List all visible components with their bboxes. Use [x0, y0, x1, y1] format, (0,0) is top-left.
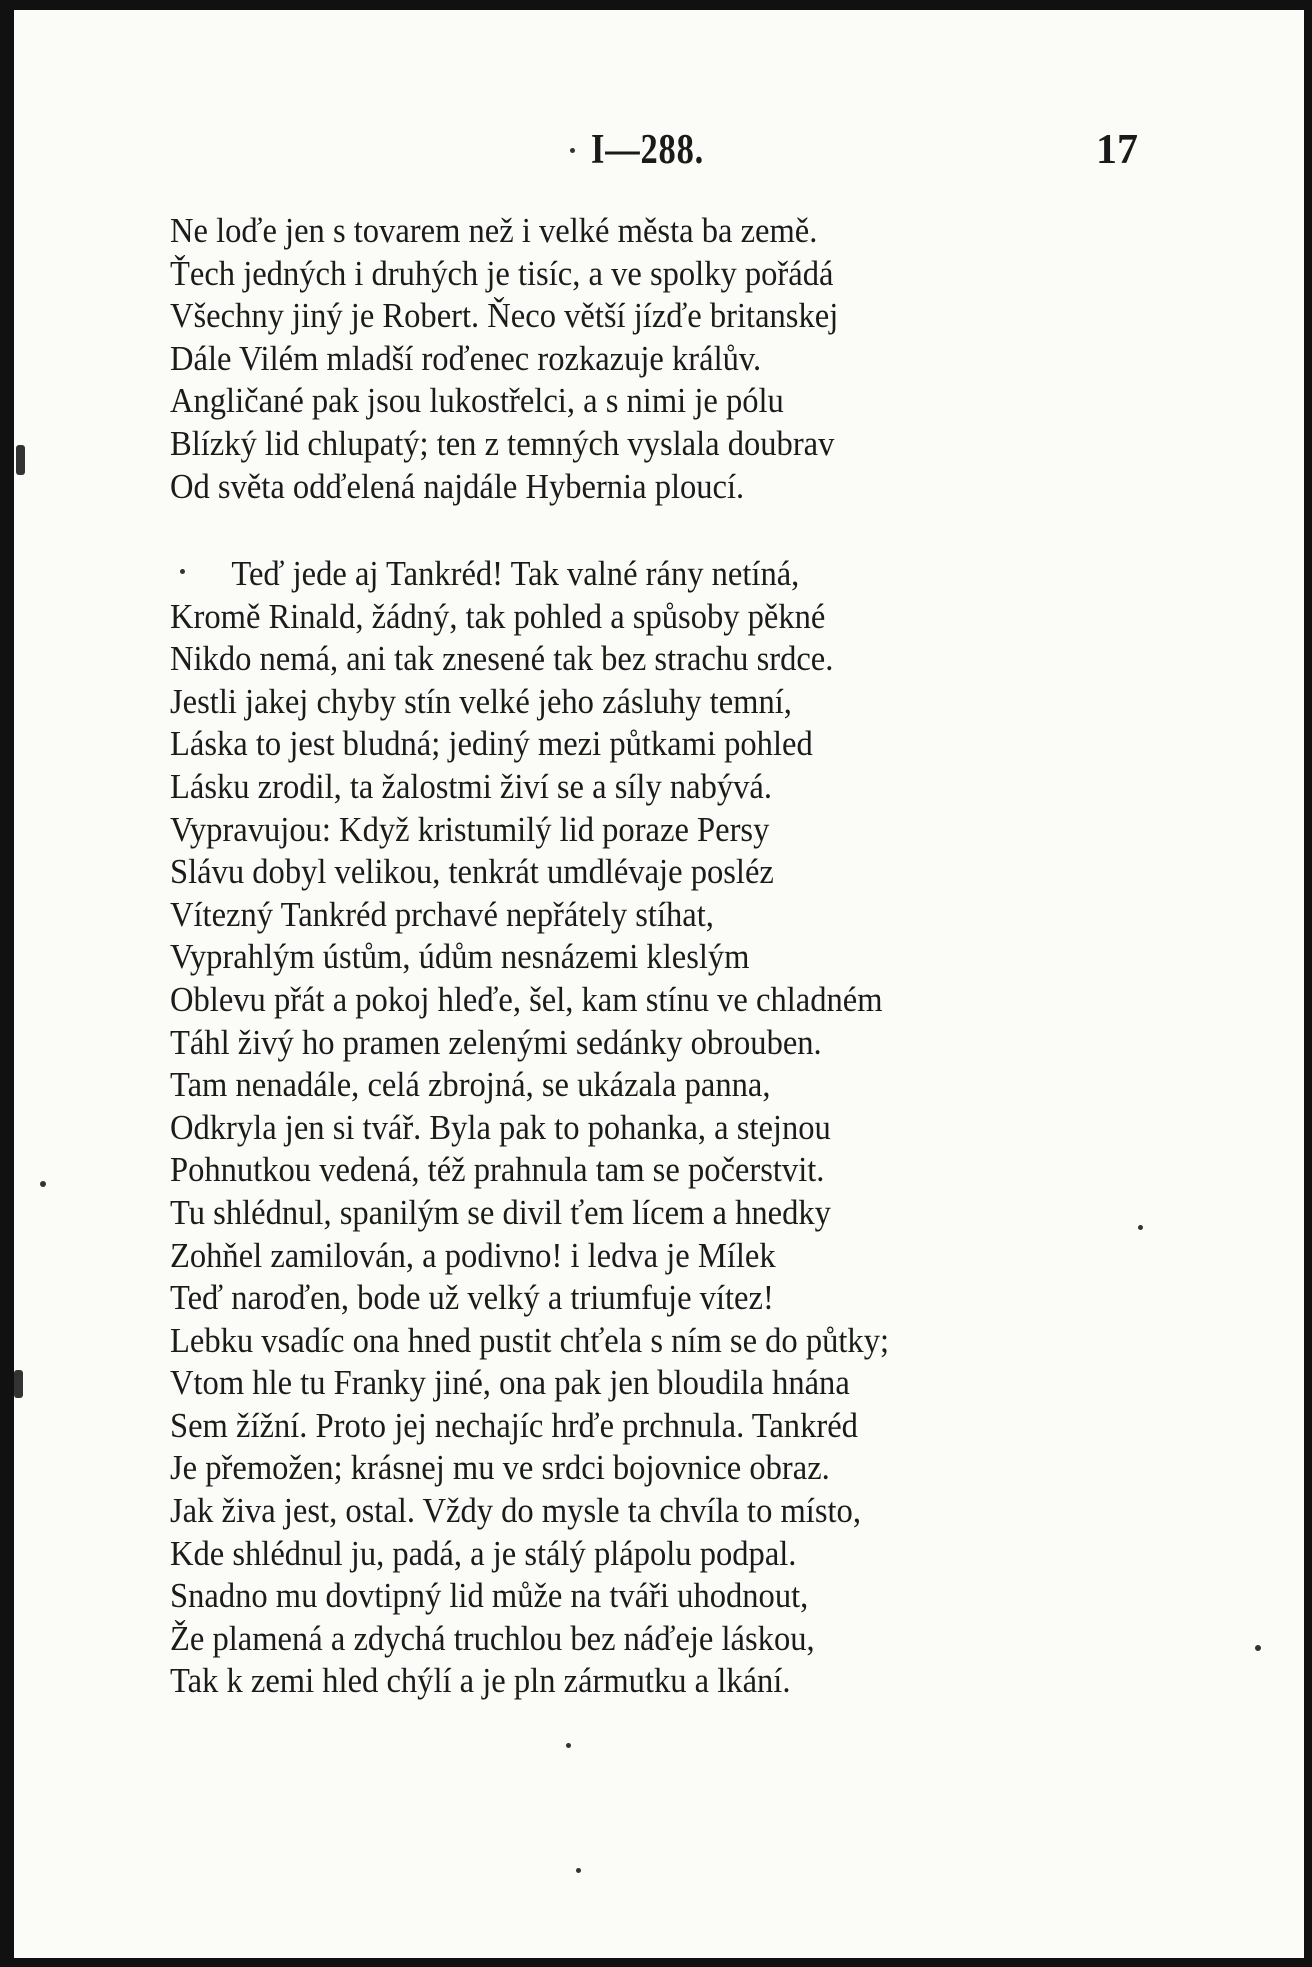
- verse-line: Nikdo nemá, ani tak znesené tak bez strachu srdce.: [170, 639, 834, 679]
- scan-speck: [14, 1370, 23, 1398]
- verse-line: Pohnutkou vedená, též prahnula tam se počerstvit.: [170, 1150, 825, 1190]
- scan-speck: [1138, 1225, 1143, 1230]
- scan-border-left: [0, 0, 14, 1967]
- verse-line: Jestli jakej chyby stín velké jeho zásluhy temní,: [170, 681, 792, 721]
- verse-line: Snadno mu dovtipný lid může na tváři uhodnout,: [170, 1576, 809, 1616]
- page-header: [0, 126, 1312, 176]
- verse-line: Ťech jedných i druhých je tisíc, a ve spolky pořádá: [170, 253, 834, 293]
- verse-line: Tam nenadále, celá zbrojná, se ukázala panna,: [170, 1065, 771, 1105]
- verse-line: Kromě Rinald, žádný, tak pohled a spůsoby pěkné: [170, 596, 826, 636]
- verse-line: Vyprahlým ústům, údům nesnázemi kleslým: [170, 937, 750, 977]
- verse-line: Slávu dobyl velikou, tenkrát umdlévaje posléz: [170, 852, 774, 892]
- verse-line-indented: Teď jede aj Tankréd! Tak valné rány netíná,: [231, 554, 800, 593]
- verse-line: Dále Vilém mladší roďenec rozkazuje králův.: [170, 338, 762, 378]
- scan-speck: [576, 1868, 581, 1873]
- verse-line: Odkryla jen si tvář. Byla pak to pohanka, a stejnou: [170, 1107, 831, 1147]
- verse-line: Lebku vsadíc ona hned pustit chťela s ním se do půtky;: [170, 1320, 890, 1360]
- verse-line: Angličané pak jsou lukostřelci, a s nimi je pólu: [170, 381, 784, 421]
- verse-line: Je přemožen; krásnej mu ve srdci bojovnice obraz.: [170, 1448, 830, 1488]
- verse-line: Táhl živý ho pramen zelenými sedánky obrouben.: [170, 1022, 822, 1062]
- page-number: 17: [1096, 127, 1138, 173]
- verse-line: Sem žížní. Proto jej nechajíc hrďe prchnula. Tankréd: [170, 1405, 858, 1445]
- scan-speck: [40, 1181, 46, 1187]
- verse-line: Vtom hle tu Franky jiné, ona pak jen bloudila hnána: [170, 1363, 850, 1403]
- verse-line: Láska to jest bludná; jediný mezi půtkami pohled: [170, 724, 813, 764]
- scan-speck: [180, 569, 185, 574]
- stanza-2: [170, 553, 943, 1703]
- verse-line: Teď naroďen, bode už velký a triumfuje vítez!: [170, 1278, 774, 1318]
- verse-line: Oblevu přát a pokoj hleďe, šel, kam stínu ve chladném: [170, 979, 883, 1019]
- scan-speck: [16, 445, 25, 475]
- scan-speck: [566, 1743, 571, 1748]
- scan-speck: [1255, 1645, 1261, 1651]
- verse-line: Od světa odďelená najdále Hybernia ploucí.: [170, 466, 745, 506]
- verse-line: Blízký lid chlupatý; ten z temných vyslala doubrav: [170, 423, 835, 463]
- verse-line: Kde shlédnul ju, padá, a je stálý plápolu podpal.: [170, 1533, 797, 1573]
- stanza-1: [170, 210, 889, 508]
- verse-line: Vypravujou: Když kristumilý lid poraze Persy: [170, 809, 770, 849]
- verse-line: Tu shlédnul, spanilým se divil ťem lícem a hnedky: [170, 1192, 831, 1232]
- verse-line: Zohňel zamilován, a podivno! i ledva je Mílek: [170, 1235, 776, 1275]
- signature-mark: I—288.: [591, 127, 705, 173]
- verse-line: Ne loďe jen s tovarem než i velké města ba země.: [170, 211, 818, 250]
- verse-line: Jak živa jest, ostal. Vždy do mysle ta chvíla to místo,: [170, 1491, 861, 1531]
- verse-line: Všechny jiný je Robert. Ňeco větší jízďe britanskej: [170, 296, 839, 336]
- verse-line: Že plamená a zdychá truchlou bez náďeje láskou,: [170, 1618, 815, 1658]
- scan-speck: [570, 148, 575, 153]
- verse-line: Lásku zrodil, ta žalostmi živí se a síly nabývá.: [170, 766, 773, 806]
- verse-line: Tak k zemi hled chýlí a je pln zármutku a lkání.: [170, 1661, 791, 1701]
- verse-line: Vítezný Tankréd prchavé nepřátely stíhat,: [170, 894, 714, 934]
